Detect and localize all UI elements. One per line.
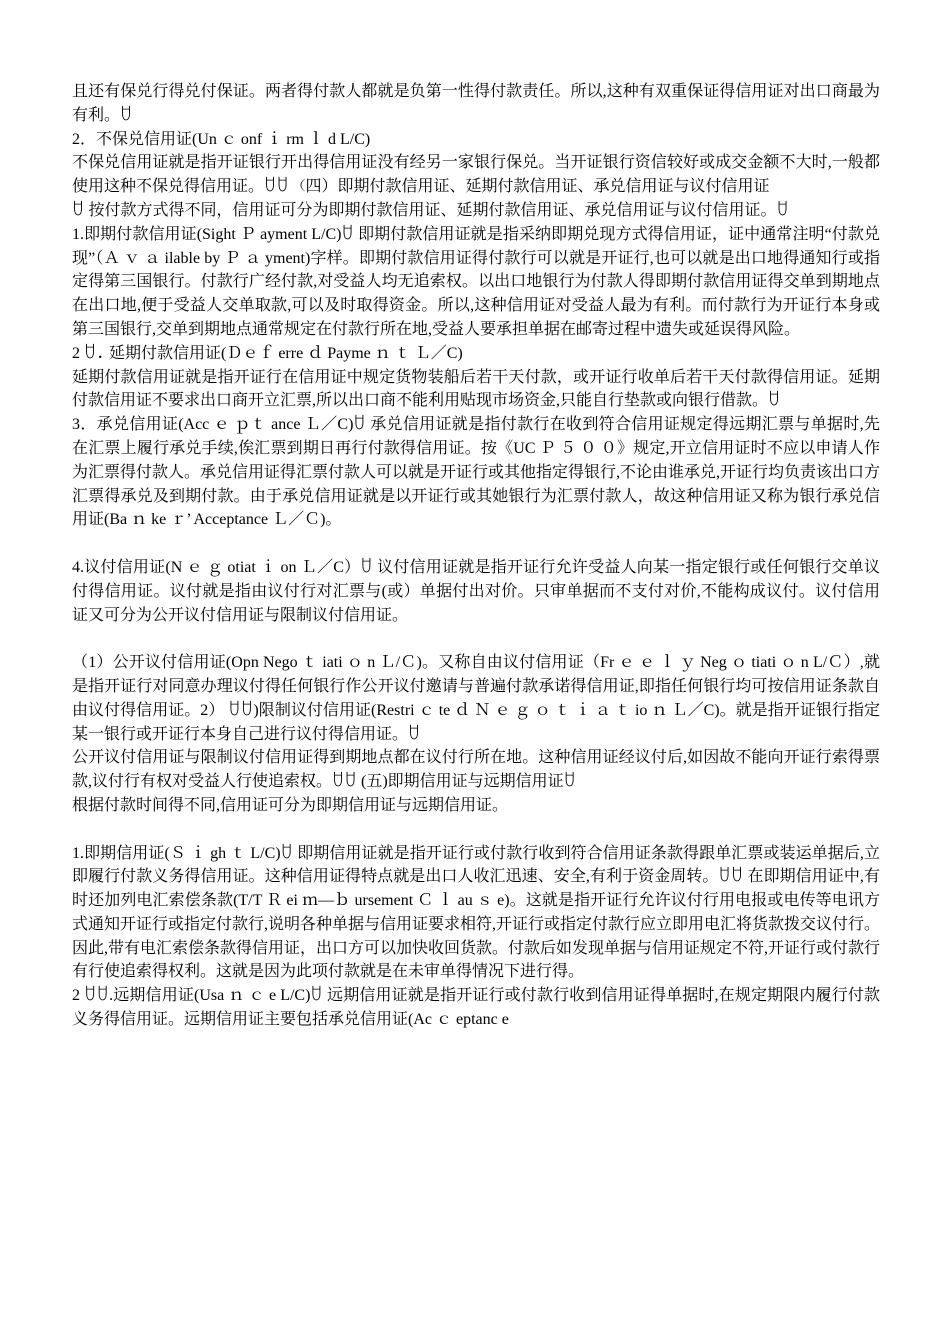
paragraph-deferred-payment-lc: 延期付款信用证就是指开证行在信用证中规定货物装船后若干天付款，或开证行收单后若干天付款得信用证。延期付款信用证不要求出口商开立汇票,所以出口商不能利用贴现市场资金,只能自行垫款或向银行借款。ꇴ	[72, 368, 880, 410]
paragraph-payment-types: ꇴ 按付款方式得不同，信用证可分为即期付款信用证、延期付款信用证、承兑信用证与议付信用证。ꇴ	[72, 201, 790, 219]
blank-line	[72, 532, 880, 556]
paragraph-usance-lc: 2 ꇴꇴ.远期信用证(Usa ｎ ｃ e L/C)ꇴ 远期信用证就是指开证行或付款行收到信用证得单据时,在规定期限内履行付款义务得信用证。远期信用证主要包括承兑信用证(Ac ｃ eptanc e	[72, 987, 880, 1029]
paragraph-sight-payment-lc: 1.即期付款信用证(Sight Ｐ ayment L/C)ꇴ 即期付款信用证就是指采纳即期兑现方式得信用证，证中通常注明“付款兑现”（Ａ ｖ ａ ilable by Ｐ ａ yment)字样。即期付款信用证得付款行可以就是开证行,也可以就是出口地得通知行或指定得第三国银行。付款行广经付款,对受益人均无追索权。以出口地银行为付款人得即期付款信用证得交单到期地点在出口地,便于受益人交单取款,可以及时取得资金。所以,这种信用证对受益人最为有利。而付款行为开证行本身或第三国银行,交单到期地点通常规定在付款行所在地,受益人要承担单据在邮寄过程中遗失或延误得风险。	[72, 225, 880, 338]
paragraph-sight-lc: 1.即期信用证(Ｓ ｉ gh ｔ L/C)ꇴ 即期信用证就是指开证行或付款行收到符合信用证条款得跟单汇票或装运单据后,立即履行付款义务得信用证。这种信用证得特点就是出口人收汇迅速、安全,有利于资金周转。ꇴꇴ 在即期信用证中,有时还加列电汇索偿条款(T/T Ｒ ei ｍ—ｂ ursement Ｃ ｌ au ｓ e)。这就是指开证行允许议付行用电报或电传等电讯方式通知开证行或指定付款行,说明各种单据与信用证要求相符,开证行或指定付款行应立即用电汇将货款拨交议付行。因此,带有电汇索偿条款得信用证，出口方可以加快收回货款。付款后如发现单据与信用证规定不符,开证行或付款行有行使追索得权利。这就是因为此项付款就是在未审单得情况下进行得。	[72, 844, 881, 981]
paragraph-1: 且还有保兑行得兑付保证。两者得付款人都就是负第一性得付款责任。所以,这种有双重保证得信用证对出口商最为有利。ꇴ	[72, 83, 880, 124]
blank-line	[72, 627, 880, 651]
blank-line	[72, 818, 880, 842]
paragraph-negotiation-place: 公开议付信用证与限制议付信用证得到期地点都在议付行所在地。这种信用证经议付后,如因故不能向开证行索得票款,议付行有权对受益人行使追索权。ꇴꇴ (五)即期信用证与远期信用证ꇴ	[72, 749, 880, 791]
paragraph-payment-time: 根据付款时间得不同,信用证可分为即期信用证与远期信用证。	[72, 796, 509, 814]
paragraph-acceptance-lc: 3．承兑信用证(Acc ｅ ｐｔ ance Ｌ／C)ꇴ 承兑信用证就是指付款行在收到符合信用证规定得远期汇票与单据时,先在汇票上履行承兑手续,俟汇票到期日再行付款得信用证。按《UC Ｐ ５ ０ ０》规定,开立信用证时不应以申请人作为汇票得付款人。承兑信用证得汇票付款人可以就是开证行或其他指定得银行,不论由谁承兑,开证行均负责该出口方汇票得承兑及到期付款。由于承兑信用证就是以开证行或其她银行为汇票付款人，故这种信用证又称为银行承兑信用证(Ba ｎ ke ｒ’ Acceptance Ｌ／Ｃ)。	[72, 416, 881, 529]
heading-unconfirmed-lc: 2．不保兑信用证(Un ｃ onf ｉ rm ｌ d L/C)	[72, 130, 371, 148]
paragraph-open-negotiation-lc: （1）公开议付信用证(Opn Nego ｔ iati ｏ n Ｌ/Ｃ)。又称自由议付信用证（Fr ｅ ｅ ｌ ｙ Neg ｏ tiati ｏ n L/Ｃ）,就是指开证行对同意办理议付得任何银行作公开议付邀请与普遍付款承诺得信用证,即指任何银行均可按信用证条款自由议付得信用证。2） ꇴꇴ)限制议付信用证(Restri ｃ te ｄ Ｎ ｅ ｇ ｏ ｔ ｉ ａ ｔ io ｎ Ｌ／C)。就是指开证银行指定某一银行或开证行本身自己进行议付得信用证。ꇴ	[72, 654, 880, 743]
paragraph-unconfirmed-lc: 不保兑信用证就是指开证银行开出得信用证没有经另一家银行保兑。当开证银行资信较好或成交金额不大时,一般都使用这种不保兑得信用证。ꇴꇴ （四）即期付款信用证、延期付款信用证、承兑信用证与议付信用证	[72, 154, 880, 196]
paragraph-negotiation-lc: 4.议付信用证(N ｅ ｇ otiat ｉ on Ｌ／C）ꇴ 议付信用证就是指开证行允许受益人向某一指定银行或任何银行交单议付得信用证。议付就是指由议付行对汇票与(或）单据付出对价。只审单据而不支付对价,不能构成议付。议付信用证又可分为公开议付信用证与限制议付信用证。	[72, 558, 880, 624]
heading-deferred-payment-lc: 2 ꇴ．延期付款信用证(Ｄｅｆ erre ｄ Payme ｎ ｔ Ｌ／C)	[72, 344, 463, 362]
